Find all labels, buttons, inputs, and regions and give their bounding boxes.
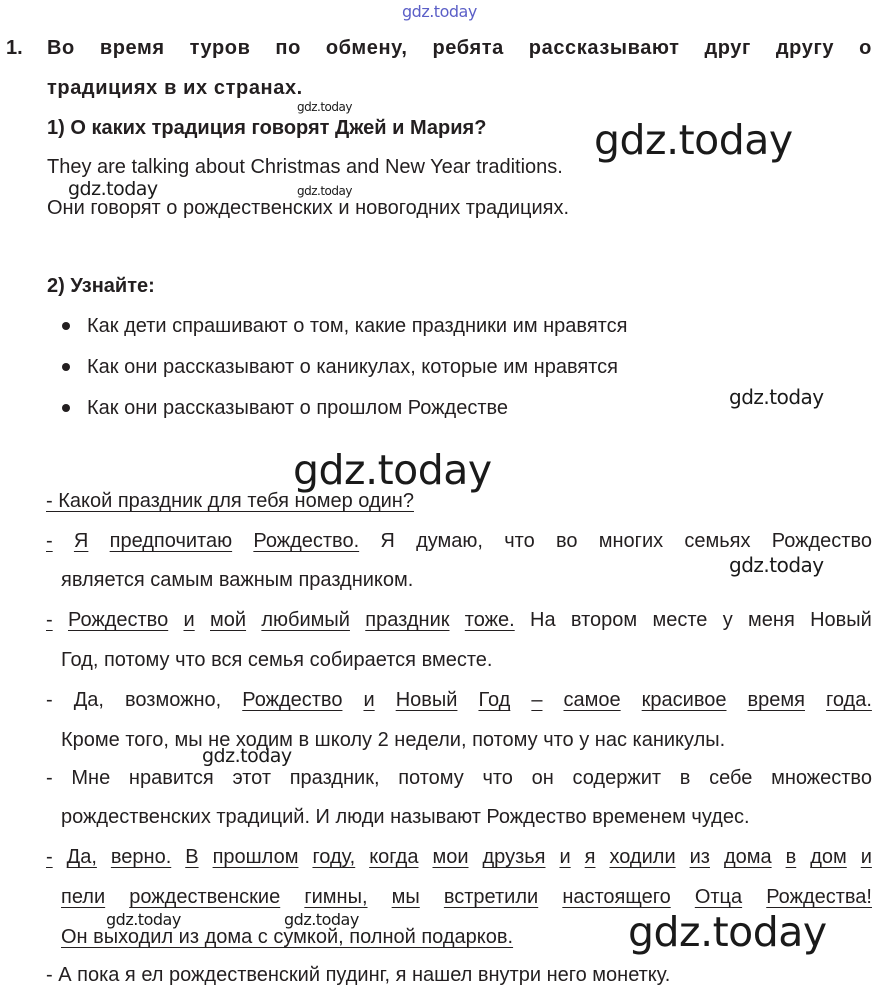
watermark: gdz.today [68,178,158,200]
watermark: gdz.today [729,385,824,409]
watermark: gdz.today [402,2,477,21]
bullet-item: Как они рассказывают о прошлом Рождестве [87,397,508,419]
dialogue-line: Он выходил из дома с сумкой, полной подарков. [61,926,514,948]
watermark: gdz.today [628,908,827,956]
dialogue-line: Год, потому что вся семья собирается вместе. [61,649,493,671]
watermark: gdz.today [202,745,292,767]
watermark: gdz.today [284,910,359,929]
dialogue-line: - Мне нравится этот праздник, потому что он содержит в себе множество [46,767,872,789]
dialogue-line: - Рождество и мой любимый праздник тоже. На втором месте у меня Новый [46,609,872,631]
part1-answer-ru: Они говорят о рождественских и новогодних традициях. [47,197,570,219]
bullet-icon [62,322,70,330]
task-line-1: Во время туров по обмену, ребята рассказывают друг другу о [47,37,872,59]
watermark: gdz.today [297,100,352,114]
dialogue-line: - А пока я ел рождественский пудинг, я нашел внутри него монетку. [46,964,671,986]
task-line-2: традициях в их странах. [47,77,303,99]
dialogue-line: - Какой праздник для тебя номер один? [46,490,414,512]
bullet-icon [62,363,70,371]
task-number: 1. [6,37,23,59]
watermark: gdz.today [594,116,793,164]
watermark: gdz.today [106,910,181,929]
part2-heading: 2) Узнайте: [47,275,155,297]
bullet-item: Как они рассказывают о каникулах, которые им нравятся [87,356,618,378]
watermark: gdz.today [729,553,824,577]
bullet-item: Как дети спрашивают о том, какие праздники им нравятся [87,315,628,337]
dialogue-line: - Я предпочитаю Рождество. Я думаю, что во многих семьях Рождество [46,530,872,552]
part1-answer-en: They are talking about Christmas and New Year traditions. [47,156,563,178]
watermark: gdz.today [297,184,352,198]
dialogue-line: - Да, возможно, Рождество и Новый Год – самое красивое время года. [46,689,872,711]
dialogue-line: является самым важным праздником. [61,569,414,591]
dialogue-line: Кроме того, мы не ходим в школу 2 недели, потому что у нас каникулы. [61,729,726,751]
watermark: gdz.today [293,446,492,494]
dialogue-line: рождественских традиций. И люди называют Рождество временем чудес. [61,806,750,828]
bullet-icon [62,404,70,412]
dialogue-line: - Да, верно. В прошлом году, когда мои друзья и я ходили из дома в дом и [46,846,872,868]
dialogue-line: пели рождественские гимны, мы встретили настоящего Отца Рождества! [61,886,872,908]
part1-question: 1) О каких традиция говорят Джей и Мария? [47,117,487,139]
